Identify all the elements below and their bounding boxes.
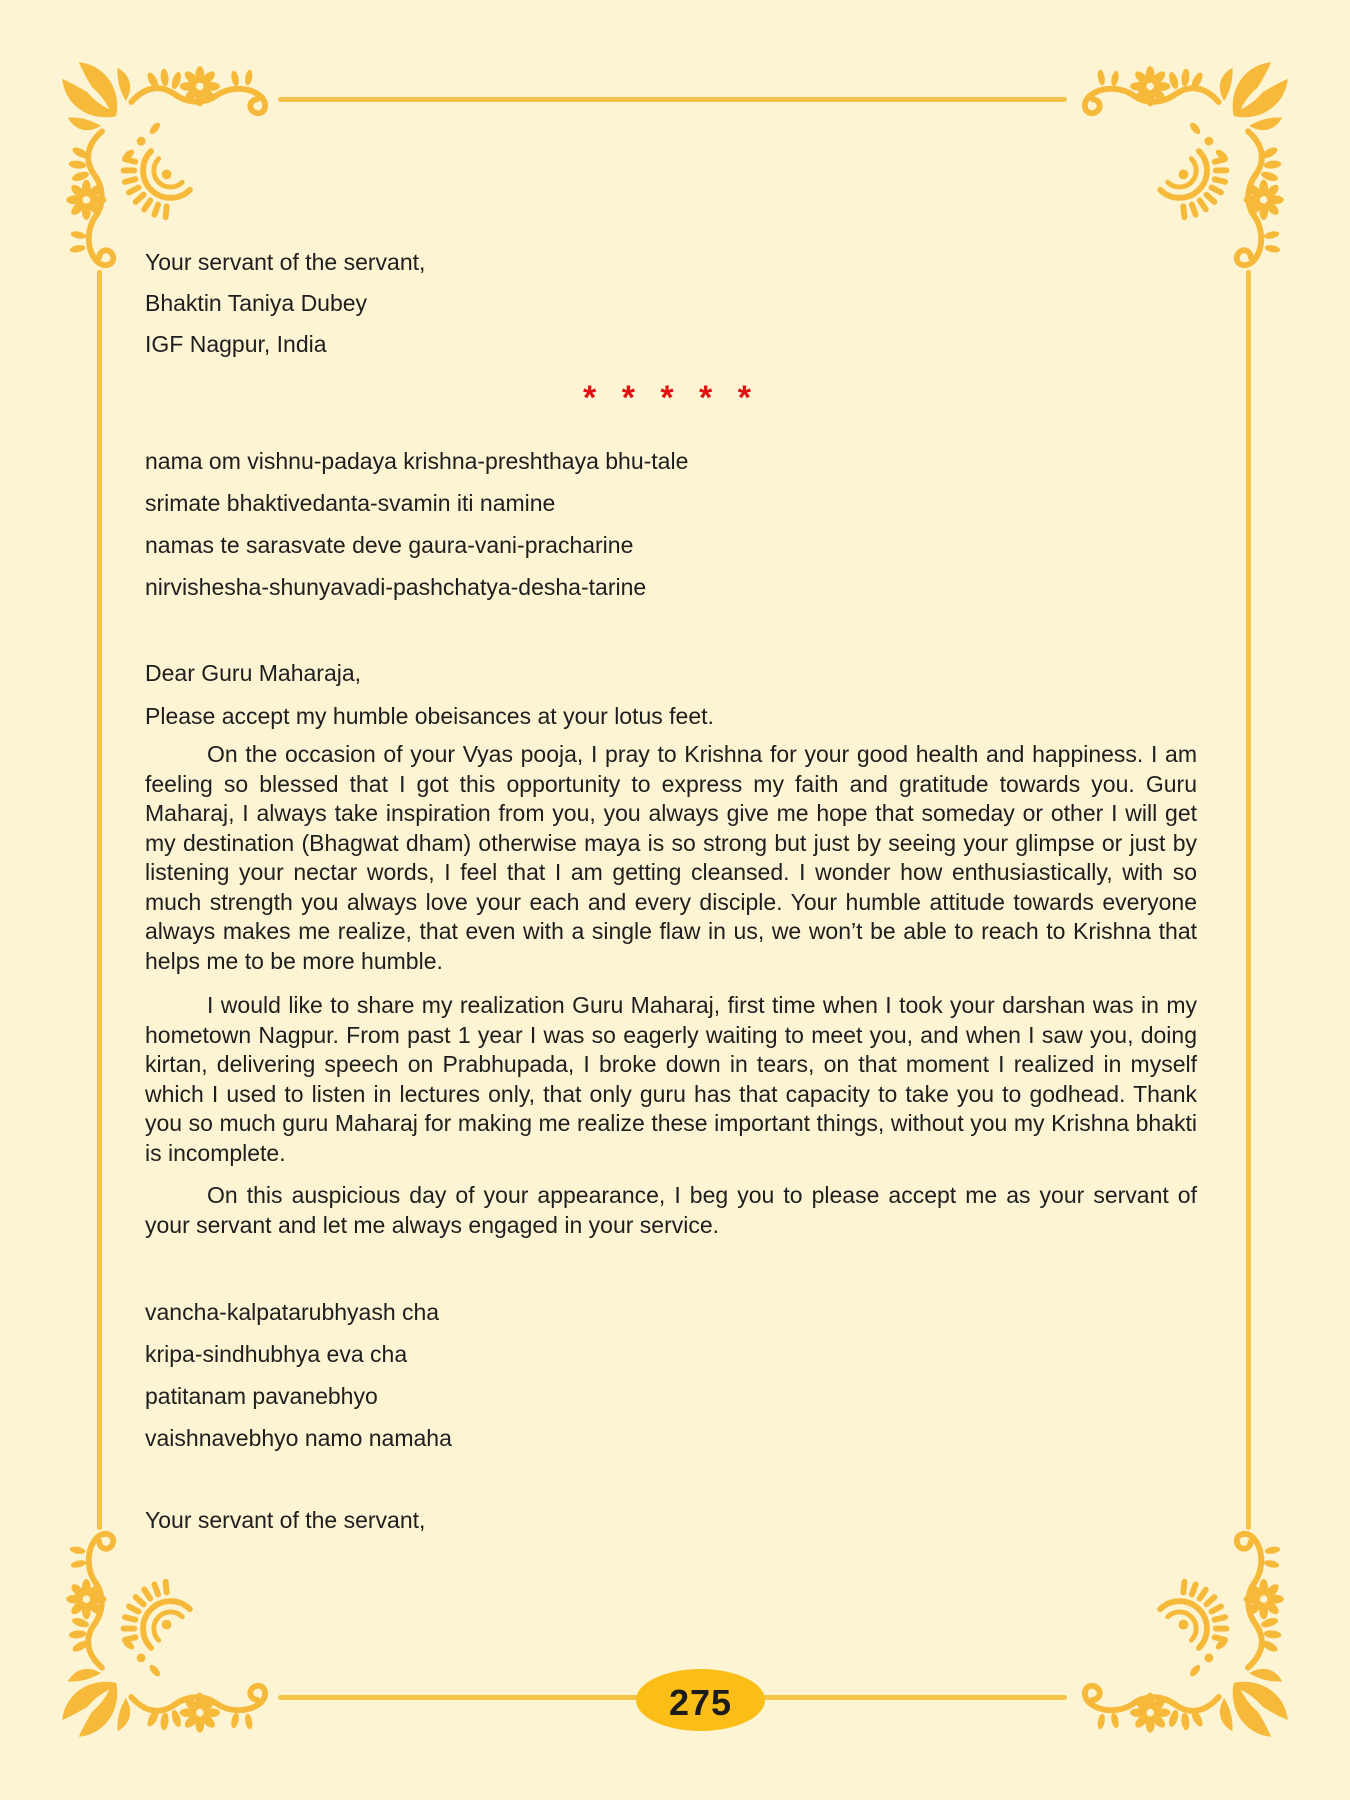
verse-line: patitanam pavanebhyo — [145, 1383, 378, 1409]
verse-line: kripa-sindhubhya eva cha — [145, 1341, 408, 1367]
page-number: 275 — [668, 1681, 733, 1723]
floral-corner-bottom-right-icon — [1068, 1517, 1293, 1742]
border-line-top — [278, 97, 1067, 102]
devotee-name: Bhaktin Taniya Dubey — [145, 290, 368, 316]
verse-line: nama om vishnu-padaya krishna-preshthaya bhu-tale — [145, 448, 689, 474]
paragraph: I would like to share my realization Guru Maharaj, first time when I took your darshan was in my hometown Nagpur. From past 1 year I was so eagerly waiting to meet you, and when I saw you, doing kirtan, delivering speech on Prabhupada, I broke down in tears, on that moment I realized in myself which I used to listen in lectures only, that only guru has that capacity to take you to godhead. Thank you so much guru Maharaj for making me realize these important things, without you my Krishna bhakti is incomplete. — [145, 992, 1197, 1166]
salutation: Dear Guru Maharaja, — [145, 660, 362, 686]
closing-verse — [145, 1291, 1197, 1459]
page-number-badge — [636, 1669, 765, 1731]
paragraph: On this auspicious day of your appearance, I beg you to please accept me as your servant of your servant and let me always engaged in your service. — [145, 1182, 1197, 1238]
paragraph: On the occasion of your Vyas pooja, I pray to Krishna for your good health and happiness. I am feeling so blessed that I got this opportunity to express my faith and gratitude towards you. Guru Maharaj, I always take inspiration from you, you always give me hope that someday or other I will get my destination (Bhagwat dham) otherwise maya is so strong but just by seeing your glimpse or just by listening your nectar words, I feel that I am getting cleansed. I wonder how enthusiastically, with so much strength you always love your each and every disciple. Your humble attitude towards everyone always makes me realize, that even with a single flaw in us, we won’t be able to reach to Krishna that helps me to be more humble. — [145, 741, 1197, 974]
verse-line: vancha-kalpatarubhyash cha — [145, 1299, 440, 1325]
border-line-left — [97, 270, 102, 1530]
verse-line: namas te sarasvate deve gaura-vani-pracharine — [145, 532, 634, 558]
opening-verse — [145, 440, 1197, 608]
devotee-location: IGF Nagpur, India — [145, 331, 327, 357]
star-separator: * * * * * — [583, 379, 759, 417]
obeisance-line: Please accept my humble obeisances at your lotus feet. — [145, 703, 714, 729]
verse-line: srimate bhaktivedanta-svamin iti namine — [145, 490, 556, 516]
verse-line: nirvishesha-shunyavadi-pashchatya-desha-tarine — [145, 574, 647, 600]
signature-block-bottom: Your servant of the servant, — [145, 1507, 426, 1533]
verse-line: vaishnavebhyo namo namaha — [145, 1425, 452, 1451]
signature-block-top — [145, 242, 1197, 365]
floral-corner-bottom-left-icon — [57, 1517, 282, 1742]
border-line-right — [1246, 270, 1251, 1530]
signature-line: Your servant of the servant, — [145, 249, 426, 275]
